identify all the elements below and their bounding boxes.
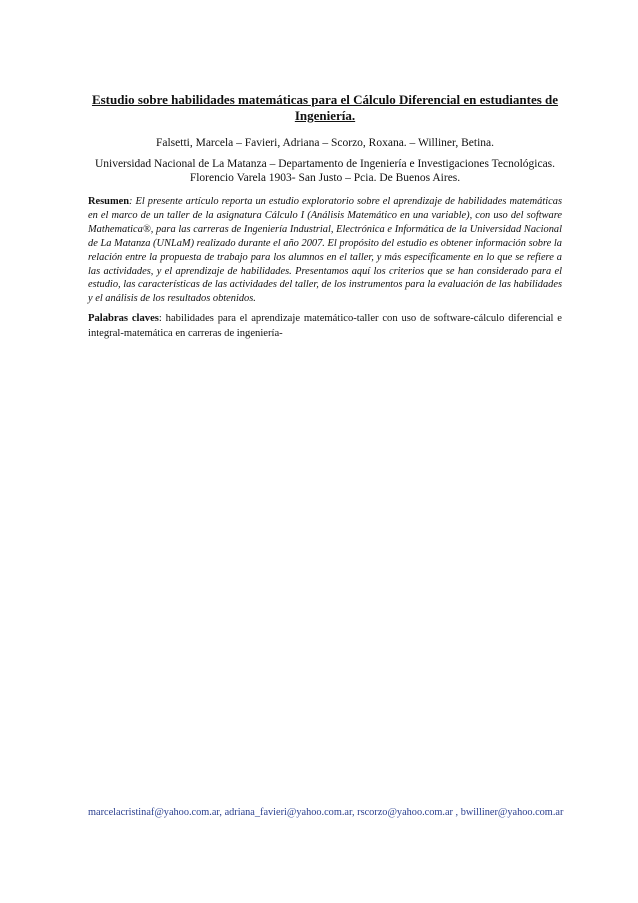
author-list: Falsetti, Marcela – Favieri, Adriana – Scorzo, Roxana. – Williner, Betina. xyxy=(155,137,495,149)
abstract-label: Resumen xyxy=(88,196,129,207)
abstract-colon: : xyxy=(128,196,133,207)
abstract-text: El presente artículo reporta un estudio exploratorio sobre el aprendizaje de habilidades matemáticas en el marco de un taller de la asignatura Cálculo I (Análisis Matemático en una variable), con uso del software Mathematica®, para las carreras de Ingeniería Industrial, Electrónica e Informática de la Universidad Nacional de La Matanza (UNLaM) realizado durante el año 2007. El propósito del estudio es obtener información sobre la relación entre la propuesta de trabajo para los alumnos en el taller, y más específicamente en lo que se refiere a las actividades, y el aprendizaje de habilidades. Presentamos aquí los criterios que se han considerado para el estudio, las características de las actividades del taller, de los instrumentos para la evaluación de las habilidades y el análisis de los resultados obtenidos. xyxy=(88,196,562,305)
author-emails-footer: marcelacristinaf@yahoo.com.ar, adriana_favieri@yahoo.com.ar, rscorzo@yahoo.com.ar , bwilliner@yahoo.com.ar xyxy=(88,807,564,818)
keywords-paragraph xyxy=(88,311,562,341)
affiliation xyxy=(88,157,562,185)
paper-title: Estudio sobre habilidades matemáticas para el Cálculo Diferencial en estudiantes de Ingeniería. xyxy=(91,92,559,123)
keywords-text: : habilidades para el aprendizaje matemático-taller con uso de software-cálculo diferencial e integral-matemática en carreras de ingeniería- xyxy=(88,313,562,339)
keywords-label: Palabras claves xyxy=(88,313,159,324)
affiliation-line-address: Florencio Varela 1903- San Justo – Pcia. De Buenos Aires. xyxy=(189,172,461,184)
affiliation-line-institution: Universidad Nacional de La Matanza – Departamento de Ingeniería e Investigaciones Tecnológicas. xyxy=(94,158,556,170)
abstract-paragraph xyxy=(88,195,562,306)
